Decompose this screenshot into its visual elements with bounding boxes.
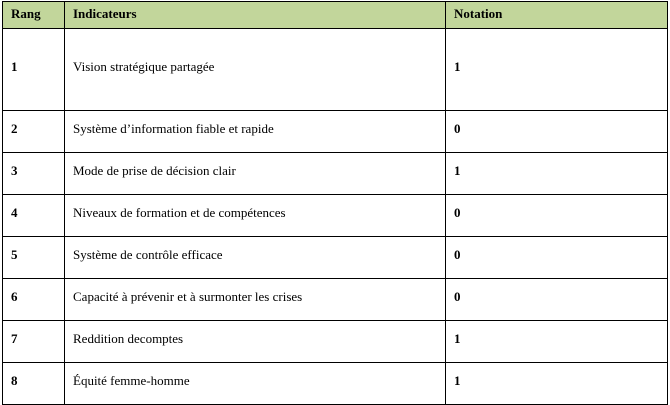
- table-row: [3, 237, 668, 279]
- cell-rang: 3: [3, 153, 65, 195]
- cell-notation: 0: [446, 195, 668, 237]
- indicators-table: [2, 1, 668, 405]
- table-header: [3, 2, 668, 29]
- cell-rang: 2: [3, 111, 65, 153]
- indicators-table-wrapper: [2, 1, 668, 405]
- cell-notation: 0: [446, 237, 668, 279]
- table-row: [3, 363, 668, 405]
- cell-notation: 0: [446, 111, 668, 153]
- cell-indicateur: Niveaux de formation et de compétences: [65, 195, 446, 237]
- cell-rang: 7: [3, 321, 65, 363]
- cell-indicateur: Mode de prise de décision clair: [65, 153, 446, 195]
- cell-indicateur: Capacité à prévenir et à surmonter les crises: [65, 279, 446, 321]
- table-row: [3, 29, 668, 111]
- cell-notation: 0: [446, 279, 668, 321]
- cell-notation: 1: [446, 321, 668, 363]
- table-row: [3, 153, 668, 195]
- cell-notation: 1: [446, 153, 668, 195]
- table-row: [3, 279, 668, 321]
- header-rang: Rang: [3, 2, 65, 29]
- cell-rang: 6: [3, 279, 65, 321]
- header-notation: Notation: [446, 2, 668, 29]
- header-indicateurs: Indicateurs: [65, 2, 446, 29]
- cell-rang: 1: [3, 29, 65, 111]
- table-row: [3, 111, 668, 153]
- cell-indicateur: Équité femme-homme: [65, 363, 446, 405]
- header-row: [3, 2, 668, 29]
- cell-rang: 4: [3, 195, 65, 237]
- cell-notation: 1: [446, 363, 668, 405]
- table-row: [3, 195, 668, 237]
- table-row: [3, 321, 668, 363]
- cell-indicateur: Reddition decomptes: [65, 321, 446, 363]
- cell-rang: 8: [3, 363, 65, 405]
- cell-rang: 5: [3, 237, 65, 279]
- cell-indicateur: Système de contrôle efficace: [65, 237, 446, 279]
- cell-indicateur: Système d’information fiable et rapide: [65, 111, 446, 153]
- cell-indicateur: Vision stratégique partagée: [65, 29, 446, 111]
- table-body: [3, 29, 668, 405]
- cell-notation: 1: [446, 29, 668, 111]
